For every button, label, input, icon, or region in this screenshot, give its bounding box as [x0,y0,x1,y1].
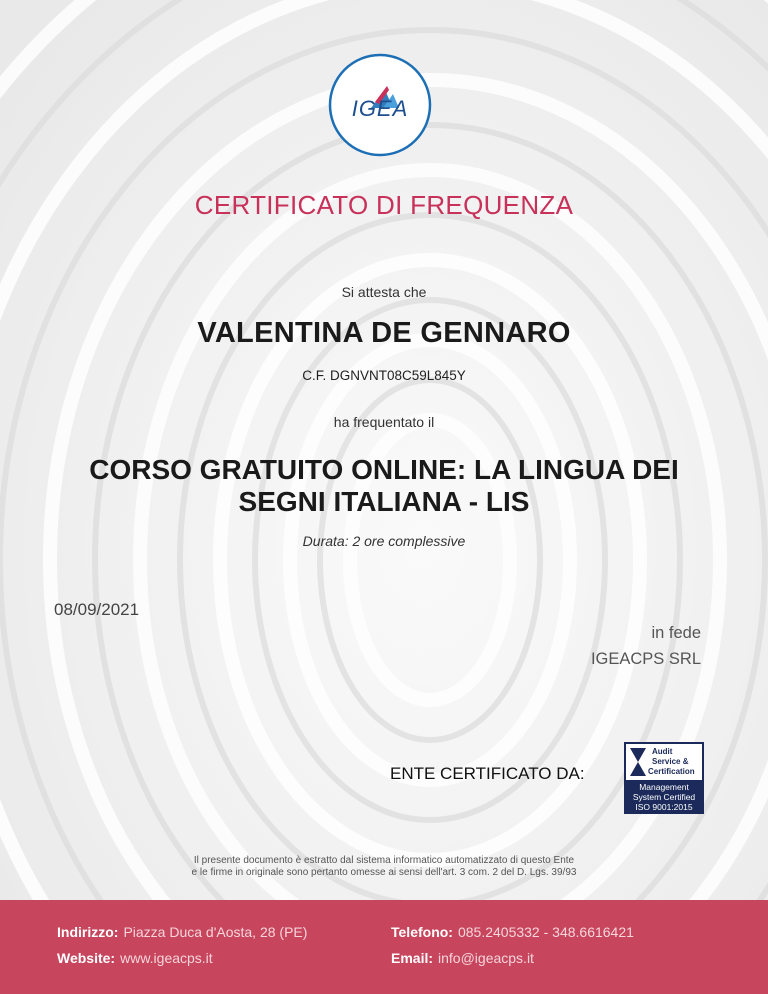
disclaimer-line1: Il presente documento è estratto dal sistema informatico automatizzato di questo Ente [193,855,575,866]
email-link[interactable]: info@igeacps.it [438,950,534,966]
address-value: Piazza Duca d'Aosta, 28 (PE) [123,924,308,940]
address-label: Indirizzo: [57,924,119,940]
course-title [40,454,728,518]
phone-value[interactable]: 085.2405332 - 348.6616421 [457,924,634,940]
igea-logo [327,52,433,158]
iso-certification-badge [624,742,704,814]
company-name: IGEACPS SRL [590,650,701,668]
svg-text:Certification: Certification [648,767,695,776]
certified-by-label: ENTE CERTIFICATO DA: [390,764,585,783]
logo-text: IGEA [351,96,409,121]
email-label: Email: [391,950,434,966]
course-title-line1: CORSO GRATUITO ONLINE: LA LINGUA DEI [89,454,679,485]
codice-fiscale: C.F. DGNVNT08C59L845Y [302,368,466,383]
course-duration: Durata: 2 ore complessive [302,533,466,549]
issue-date: 08/09/2021 [54,600,140,619]
in-fede-text: in fede [651,624,701,642]
svg-text:Service &: Service & [652,757,689,766]
course-title-line2: SEGNI ITALIANA - LIS [238,486,530,517]
legal-disclaimer [100,855,668,879]
website-label: Website: [57,950,116,966]
website-link[interactable]: www.igeacps.it [120,950,213,966]
attesta-text: Si attesta che [341,284,427,300]
disclaimer-line2: e le firme in originale sono pertanto omesse ai sensi dell'art. 3 com. 2 del D. Lgs. 39/93 [191,867,577,878]
svg-text:System Certified: System Certified [632,792,696,802]
svg-text:Audit: Audit [652,747,673,756]
frequentato-text: ha frequentato il [333,414,435,430]
certificate-title: CERTIFICATO DI FREQUENZA [194,190,574,220]
recipient-name: VALENTINA DE GENNARO [197,317,571,349]
svg-text:Management: Management [639,782,689,792]
phone-label: Telefono: [391,924,453,940]
svg-text:ISO 9001:2015: ISO 9001:2015 [635,802,693,812]
